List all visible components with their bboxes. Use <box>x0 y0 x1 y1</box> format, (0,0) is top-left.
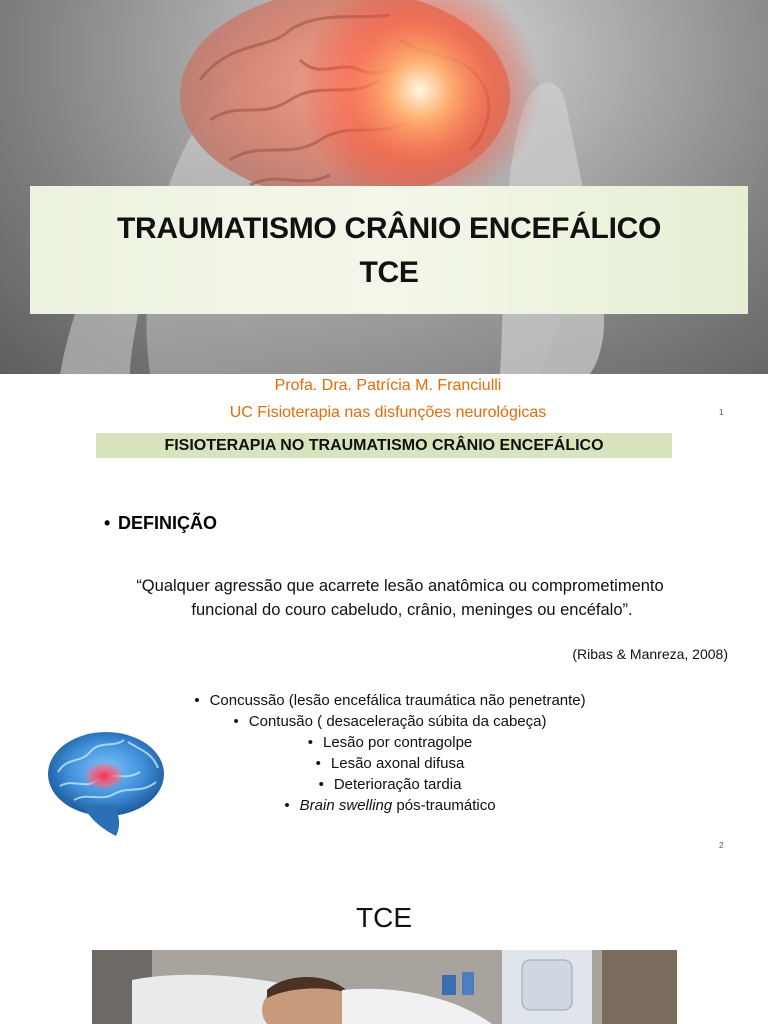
list-item: • Contusão ( desaceleração súbita da cabeça) <box>233 713 547 730</box>
quote-line: “Qualquer agressão que acarrete lesão anatômica ou comprometimento <box>136 577 664 595</box>
heading-text: DEFINIÇÃO <box>118 513 217 533</box>
definition-quote <box>120 574 680 622</box>
slide-subtitle: TCE <box>359 256 419 289</box>
list-item: • Lesão por contragolpe <box>307 734 473 751</box>
patient-photo <box>92 950 677 1024</box>
author-name: Profa. Dra. Patrícia M. Franciulli <box>274 377 502 394</box>
injury-types-list <box>150 690 630 816</box>
title-slide <box>0 0 768 374</box>
slide-title: TRAUMATISMO CRÂNIO ENCEFÁLICO <box>116 212 662 245</box>
list-item: • Deterioração tardia <box>318 776 462 793</box>
title-box <box>30 186 748 314</box>
quote-line: funcional do couro cabeludo, crânio, meninges ou encéfalo”. <box>191 601 633 619</box>
page-number: 2 <box>719 841 724 850</box>
bullet: • <box>104 513 111 533</box>
definition-heading <box>104 513 217 534</box>
list-item: • Lesão axonal difusa <box>315 755 465 772</box>
course-name: UC Fisioterapia nas disfunções neurológicas <box>229 404 547 421</box>
list-item: • Brain swelling pós-traumático <box>284 797 496 814</box>
slide-title: TCE <box>356 902 412 933</box>
section-banner: FISIOTERAPIA NO TRAUMATISMO CRÂNIO ENCEFÁLICO <box>96 433 672 458</box>
page-number: 1 <box>719 408 724 417</box>
list-item: • Concussão (lesão encefálica traumática não penetrante) <box>194 692 586 709</box>
citation: (Ribas & Manreza, 2008) <box>572 646 728 662</box>
hospital-bed-image <box>92 950 677 1024</box>
